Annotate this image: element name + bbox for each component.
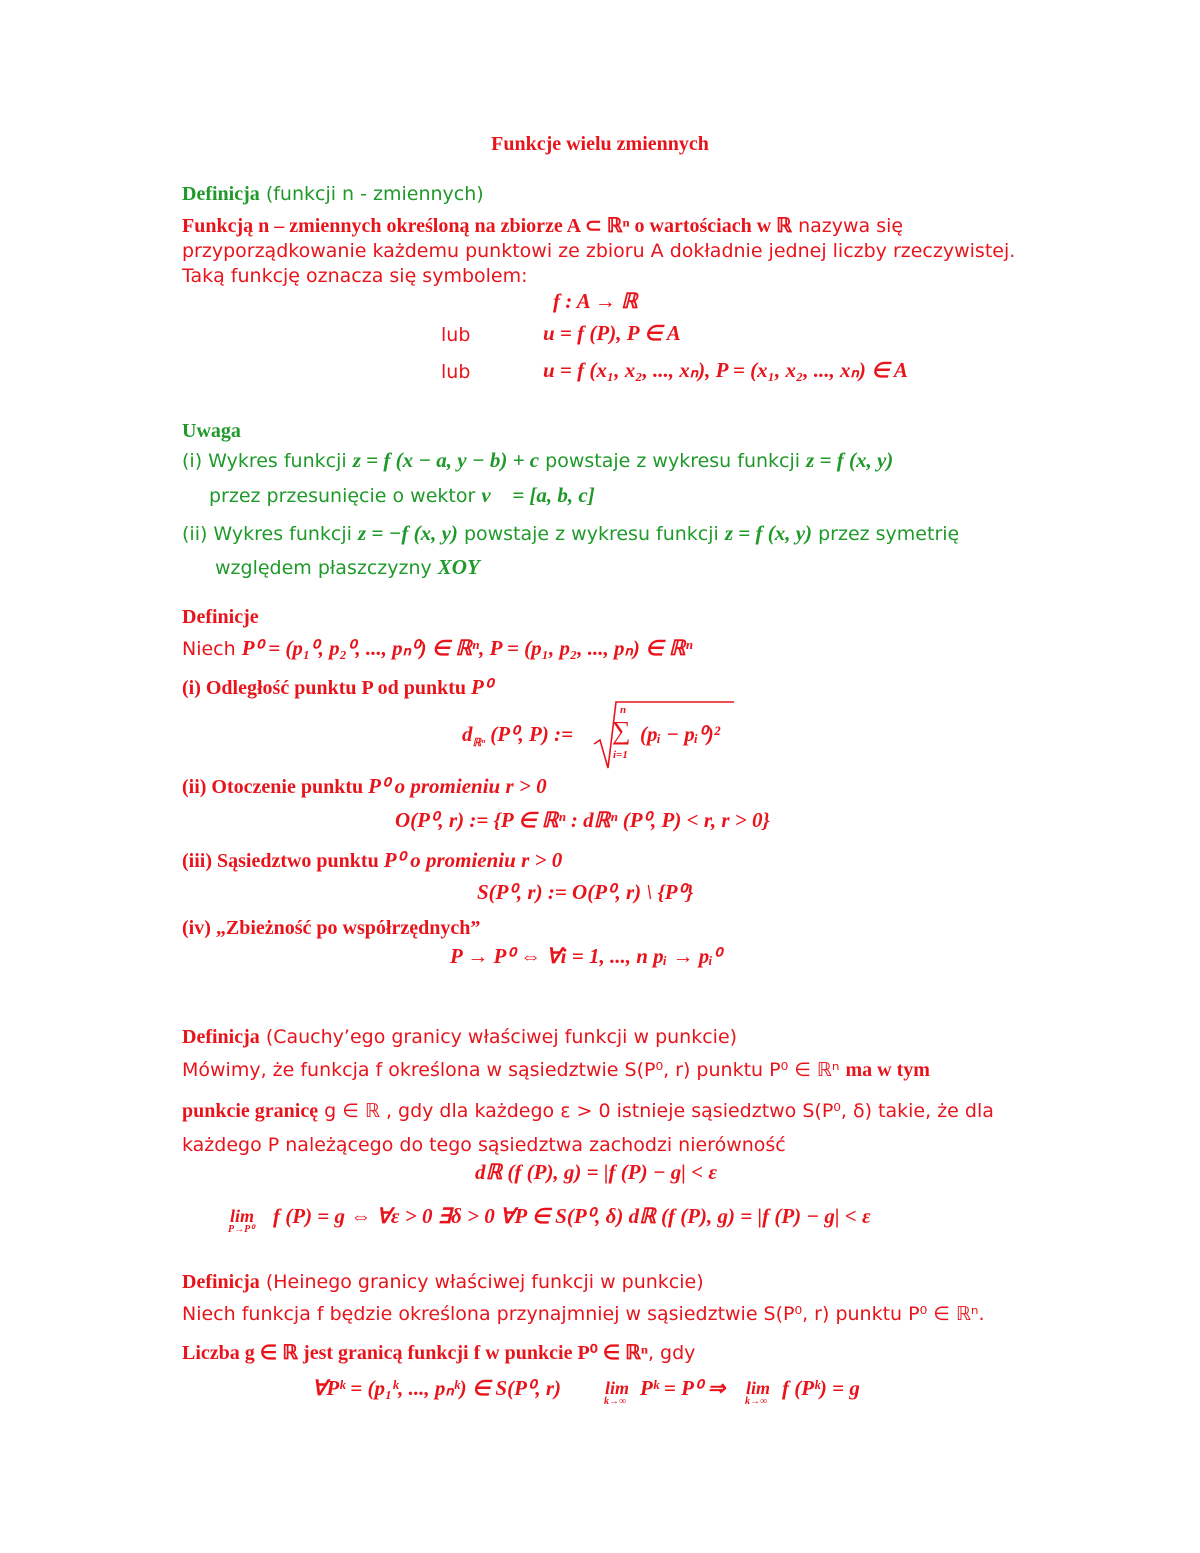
def4-formula-lim1: lim	[605, 1378, 630, 1398]
uwaga-ii-line2	[215, 555, 480, 580]
def2-i-line	[182, 675, 492, 700]
def1-formula1: f : A → ℝ	[553, 289, 638, 313]
def4-heading-note: (Heinego granicy właściwej funkcji w punkcie)	[265, 1271, 704, 1293]
def2-i-formula-left: d	[462, 722, 473, 746]
uwaga-i-prefix: (i) Wykres funkcji	[182, 450, 353, 472]
def4-line1: Niech funkcja f będzie określona przynajmniej w sąsiedztwie S(P⁰, r) punktu P⁰ ∈ ℝⁿ.	[182, 1303, 985, 1325]
uwaga-i-mid: powstaje z wykresu funkcji	[545, 450, 807, 472]
page-title: Funkcje wielu zmiennych	[491, 133, 709, 155]
def2-i-formula-mid: (P⁰, P) :=	[490, 722, 574, 746]
def1-formula2: u = f (P), P ∈ A	[543, 321, 681, 345]
def3-line1-text: Mówimy, że funkcja f określona w sąsiedztwie S(P⁰, r) punktu P⁰ ∈ ℝⁿ	[182, 1059, 846, 1081]
def2-heading: Definicje	[182, 606, 259, 628]
def2-i-formula-sub: ℝⁿ	[472, 737, 486, 750]
def3-heading-note: (Cauchy’ego granicy właściwej funkcji w punkcie)	[265, 1026, 738, 1048]
def2-iii-formula: S(P⁰, r) := O(P⁰, r) \ {P⁰}	[477, 880, 694, 904]
uwaga-ii-formula1: z = −f (x, y)	[357, 521, 458, 545]
def2-i-sum-bottom: i=1	[613, 749, 628, 761]
def4-formula-c: f (Pᵏ) = g	[782, 1376, 860, 1400]
uwaga-ii-mid: powstaje z wykresu funkcji	[463, 523, 725, 545]
def4-formula-b: Pᵏ = P⁰ ⇒	[640, 1376, 726, 1400]
def1-lub1: lub	[441, 324, 471, 346]
def3-line3: każdego P należącego do tego sąsiedztwa zachodzi nierówność	[182, 1134, 786, 1156]
uwaga-heading: Uwaga	[182, 420, 241, 442]
def2-i-formula	[462, 722, 573, 755]
def3-formula2: f (P) = g ⇔ ∀ε > 0 ∃δ > 0 ∀P ∈ S(P⁰, δ) dℝ (f (P), g) = |f (P) − g| < ε	[273, 1204, 871, 1228]
def3-heading-line	[182, 1025, 737, 1049]
def3-line2-text: g ∈ ℝ , gdy dla każdego ε > 0 istnieje sąsiedztwo S(P⁰, δ) takie, że dla	[318, 1100, 994, 1122]
def2-iv-formula: P → P⁰ ⇔ ∀i = 1, ..., n pᵢ → pᵢ⁰	[450, 944, 722, 968]
def4-line2	[182, 1341, 695, 1365]
def2-i-sum: ∑	[612, 716, 631, 745]
uwaga-i-line2	[209, 483, 595, 508]
def2-iii-text: (iii) Sąsiedztwo punktu	[182, 850, 384, 872]
def3-formula2-sub: P→P⁰	[228, 1224, 255, 1235]
def1-line1-rest: nazywa się	[792, 215, 904, 237]
def2-iv-text: (iv) „Zbieżność po współrzędnych”	[182, 917, 481, 939]
def1-heading-line	[182, 182, 484, 206]
uwaga-i-line1	[182, 448, 893, 473]
def3-line2	[182, 1099, 994, 1123]
def2-ii-line	[182, 774, 547, 799]
uwaga-ii-end: przez symetrię	[818, 523, 960, 545]
def1-heading: Definicja	[182, 183, 260, 205]
def2-niech-formula: P⁰ = (p₁⁰, p₂⁰, ..., pₙ⁰) ∈ ℝⁿ, P = (p₁, p₂, ..., pₙ) ∈ ℝⁿ	[241, 636, 693, 660]
def4-heading-line	[182, 1270, 704, 1294]
def2-niech-text: Niech	[182, 638, 242, 660]
def4-line2-bold: Liczba g ∈ ℝ jest granicą funkcji f w punkcie P⁰ ∈ ℝⁿ	[182, 1342, 648, 1364]
def3-line1	[182, 1058, 930, 1082]
def3-heading: Definicja	[182, 1026, 260, 1048]
def1-line1	[182, 214, 903, 238]
uwaga-i-line2-formula: v⃗ = [a, b, c]	[481, 483, 595, 507]
def1-lub2: lub	[441, 361, 471, 383]
def2-iii-formula-inline: P⁰ o promieniu r > 0	[383, 848, 563, 872]
def4-heading: Definicja	[182, 1271, 260, 1293]
def4-formula-sub1: k→∞	[604, 1396, 627, 1407]
def1-heading-note: (funkcji n - zmiennych)	[265, 183, 484, 205]
def1-line2: przyporządkowanie każdemu punktowi ze zbioru A dokładnie jednej liczby rzeczywistej.	[182, 240, 1016, 262]
def3-formula2-lim: lim	[230, 1206, 255, 1226]
def1-formula3: u = f (x₁, x₂, ..., xₙ), P = (x₁, x₂, ..., xₙ) ∈ A	[543, 358, 908, 382]
uwaga-ii-line2-text: względem płaszczyzny	[215, 557, 438, 579]
def2-i-text: (i) Odległość punktu P od punktu	[182, 677, 471, 699]
uwaga-i-formula1: z = f (x − a, y − b) + c	[352, 448, 540, 472]
def3-formula1: dℝ (f (P), g) = |f (P) − g| < ε	[475, 1160, 718, 1184]
uwaga-ii-line1	[182, 521, 959, 546]
def1-line3: Taką funkcję oznacza się symbolem:	[182, 265, 528, 287]
def2-i-sum-body: (pᵢ − pᵢ⁰)²	[640, 722, 721, 746]
def3-line1-bold: ma w tym	[845, 1059, 930, 1081]
uwaga-ii-line2-formula: XOY	[437, 555, 480, 579]
def2-niech-line	[182, 636, 693, 661]
def2-ii-formula-inline: P⁰ o promieniu r > 0	[368, 774, 547, 798]
def2-ii-text: (ii) Otoczenie punktu	[182, 776, 369, 798]
def4-formula-lim2: lim	[746, 1378, 771, 1398]
def4-line2-text: , gdy	[647, 1342, 696, 1364]
def2-iii-line	[182, 848, 562, 873]
def3-line2-bold: punkcie granicę	[182, 1100, 319, 1122]
def1-line1-bold: Funkcją n – zmiennych określoną na zbiorze A ⊂ ℝⁿ o wartościach w ℝ	[182, 215, 793, 237]
uwaga-ii-prefix: (ii) Wykres funkcji	[182, 523, 358, 545]
def2-ii-formula: O(P⁰, r) := {P ∈ ℝⁿ : dℝⁿ (P⁰, P) < r, r > 0}	[395, 808, 770, 832]
uwaga-ii-formula2: z = f (x, y)	[724, 521, 813, 545]
def4-formula-sub2: k→∞	[745, 1396, 768, 1407]
def4-formula-a: ∀Pᵏ = (p₁ᵏ, ..., pₙᵏ) ∈ S(P⁰, r)	[312, 1376, 561, 1400]
uwaga-i-formula2: z = f (x, y)	[806, 448, 894, 472]
def2-i-sum-top: n	[620, 704, 627, 716]
def2-i-p: P⁰	[471, 675, 493, 699]
uwaga-i-line2-text: przez przesunięcie o wektor	[209, 485, 482, 507]
